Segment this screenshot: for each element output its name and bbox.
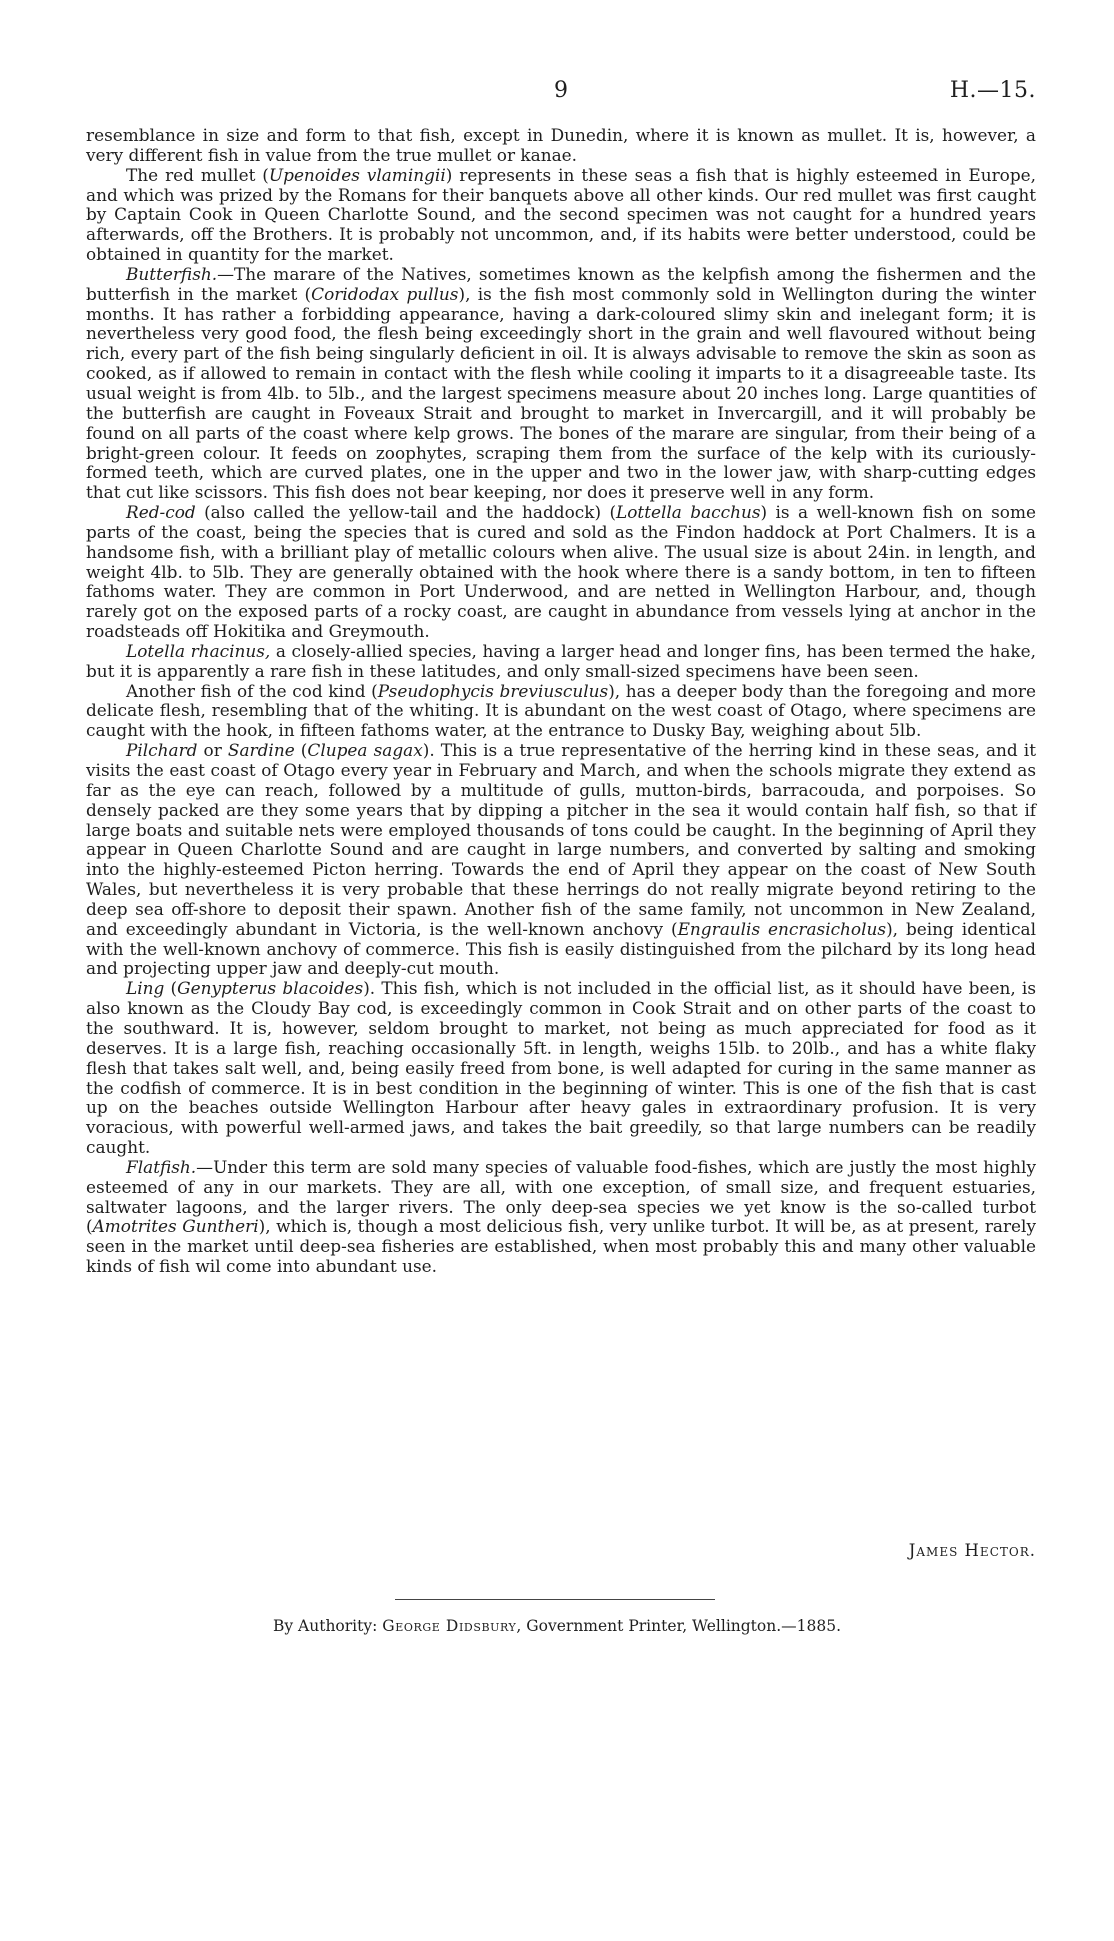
text-run: a closely-allied species, having a larger head and longer fins, has been termed the hake, but it is apparently a rare fish in these latitudes, and only small-sized specimens have been seen. [86,640,1036,681]
text-run: ), which is, though a most delicious fish, very unlike turbot. It will be, as at present, rarely seen in the market until deep-sea fisheries are established, when most probably this and many other valuable kinds of fish wil come into abundant use. [86,1216,1036,1277]
italic-text: Lotella rhacinus, [126,640,271,661]
text-run: —The marare of the Natives, sometimes known as the kelpfish among the fishermen and the butterfish in the market ( [86,263,1036,304]
imprint-suffix: , Government Printer, Wellington.—1885. [516,1617,842,1635]
paragraph-p2 [86,265,1036,503]
text-run: ), has a deeper body than the foregoing and more delicate flesh, resembling that of the whiting. It is abundant on the west coast of Otago, where specimens are caught with the hook, in fifteen fathoms water, at the entrance to Dusky Bay, weighing about 5lb. [86,680,1036,741]
italic-text: Amotrites Guntheri [92,1216,259,1237]
paragraph-p5 [86,682,1036,742]
italic-text: Genypterus blacoides [177,978,364,999]
text-run: ( [164,978,178,999]
text-run: ( [294,740,308,761]
italic-text: Upenoides vlamingii [268,164,446,185]
text-run: (also called the yellow-tail and the haddock) ( [195,502,617,523]
text-run: ), is the fish most commonly sold in Wellington during the winter months. It has rather a forbidding appearance, having a dark-coloured slimy skin and inelegant form; it is nevertheless very good food, the flesh being exceedingly short in the grain and well flavoured without being rich, every part of the fish being singularly deficient in oil. It is always advisable to remove the skin as soon as cooked, as if allowed to remain in contact with the flesh while cooling it imparts to it a disagreeable taste. Its usual weight is from 4lb. to 5lb., and the largest specimens measure about 20 inches long. Large quantities of the butterfish are caught in Foveaux Strait and brought to market in Invercargill, and it will probably be found on all parts of the coast where kelp grows. The bones of the marare are singular, from their being of a bright-green colour. It feeds on zoophytes, scraping them from the surface of the kelp with its curiously-formed teeth, which are curved plates, one in the upper and two in the lower jaw, with sharp-cutting edges that cut like scissors. This fish does not bear keeping, nor does it preserve well in any form. [86,283,1036,503]
paragraph-p8 [86,1158,1036,1277]
paragraph-p7 [86,979,1036,1158]
italic-text: Coridodax pullus [311,283,459,304]
italic-text: Pilchard [126,740,198,761]
text-run: ) is a well-known fish on some parts of the coast, being the species that is cured and sold as the Findon haddock at Port Chalmers. It is a handsome fish, with a brilliant play of metallic colours when alive. The usual size is about 24in. in length, and weight 4lb. to 5lb. They are generally obtained with the hook where there is a sandy bottom, in ten to fifteen fathoms water. They are common in Port Underwood, and are netted in Wellington Harbour, and, though rarely got on the exposed parts of a rocky coast, are caught in abundance from vessels lying at anchor in the roadsteads off Hokitika and Greymouth. [86,502,1036,642]
text-run: —Under this term are sold many species of valuable food-fishes, which are justly the most highly esteemed of any in our markets. They are all, with one exception, of small size, and frequent estuaries, saltwater lagoons, and the larger rivers. The only deep-sea species we yet know is the so-called turbot ( [86,1156,1036,1237]
italic-text: Clupea sagax [307,740,423,761]
paragraph-p1 [86,166,1036,265]
paragraph-p0 [86,126,1036,166]
paragraph-p6 [86,741,1036,979]
paragraph-p3 [86,503,1036,642]
footer-divider [395,1599,715,1600]
italic-text: Pseudophycis breviusculus [377,680,609,701]
italic-text: Red-cod [126,502,196,523]
italic-text: Sardine [227,740,295,761]
page-number: 9 [554,78,568,103]
page-header [86,78,1036,108]
italic-text: Lottella bacchus [616,502,761,523]
italic-text: Flatfish. [126,1156,197,1177]
italic-text: Engraulis encrasicholus [677,918,887,939]
text-run: The red mullet ( [126,164,269,185]
text-run: ) represents in these seas a fish that is highly esteemed in Europe, and which was prized by the Romans for their banquets above all other kinds. Our red mullet was first caught by Captain Cook in Queen Charlotte Sound, and the second specimen was not caught for a hundred years afterwards, off the Brothers. It is probably not uncommon, and, if its habits were better understood, could be obtained in quantity for the market. [86,164,1037,265]
imprint-prefix: By Authority: [272,1617,383,1635]
text-run: Another fish of the cod kind ( [126,680,378,701]
text-run: ), being identical with the well-known anchovy of commerce. This fish is easily distinguished from the pilchard by its long head and projecting upper jaw and deeply-cut mouth. [86,918,1037,979]
document-reference: H.—15. [949,78,1036,103]
printer-imprint [0,1617,1114,1635]
italic-text: Butterfish. [126,263,218,284]
paragraph-p4 [86,642,1036,682]
imprint-printer: George Didsbury [382,1617,517,1635]
italic-text: Ling [126,978,165,999]
text-run: resemblance in size and form to that fish, except in Dunedin, where it is known as mullet. It is, however, a very different fish in value from the true mullet or kanae. [86,125,1036,165]
author-signature: James Hector. [908,1541,1036,1560]
text-run: ). This fish, which is not included in the official list, as it should have been, is also known as the Cloudy Bay cod, is exceedingly common in Cook Strait and on other parts of the coast to the southward. It is, however, seldom brought to market, not being as much appreciated for food as it deserves. It is a large fish, reaching occasionally 5ft. in length, weighs 15lb. to 20lb., and has a white flaky flesh that takes salt well, and, being easily freed from bone, is well adapted for curing in the same manner as the codfish of commerce. It is in best condition in the beginning of winter. This is one of the fish that is cast up on the beaches outside Wellington Harbour after heavy gales in extraordinary profusion. It is very voracious, with powerful well-armed jaws, and takes the bait greedily, so that large numbers can be readily caught. [86,978,1036,1158]
text-run: ). This is a true representative of the herring kind in these seas, and it visits the east coast of Otago every year in February and March, and when the schools migrate they extend as far as the eye can reach, followed by a multitude of gulls, mutton-birds, barracouda, and porpoises. So densely packed are they some years that by dipping a pitcher in the sea it would contain half fish, so that if large boats and suitable nets were employed thousands of tons could be caught. In the beginning of April they appear in Queen Charlotte Sound and are caught in large numbers, and converted by salting and smoking into the highly-esteemed Picton herring. Towards the end of April they appear on the coast of New South Wales, but nevertheless it is very probable that these herrings do not really migrate beyond retiring to the deep sea off-shore to deposit their spawn. Another fish of the same family, not uncommon in New Zealand, and exceedingly abundant in Victoria, is the well-known anchovy ( [86,740,1036,939]
body-text [86,126,1036,1277]
text-run: or [197,740,228,761]
